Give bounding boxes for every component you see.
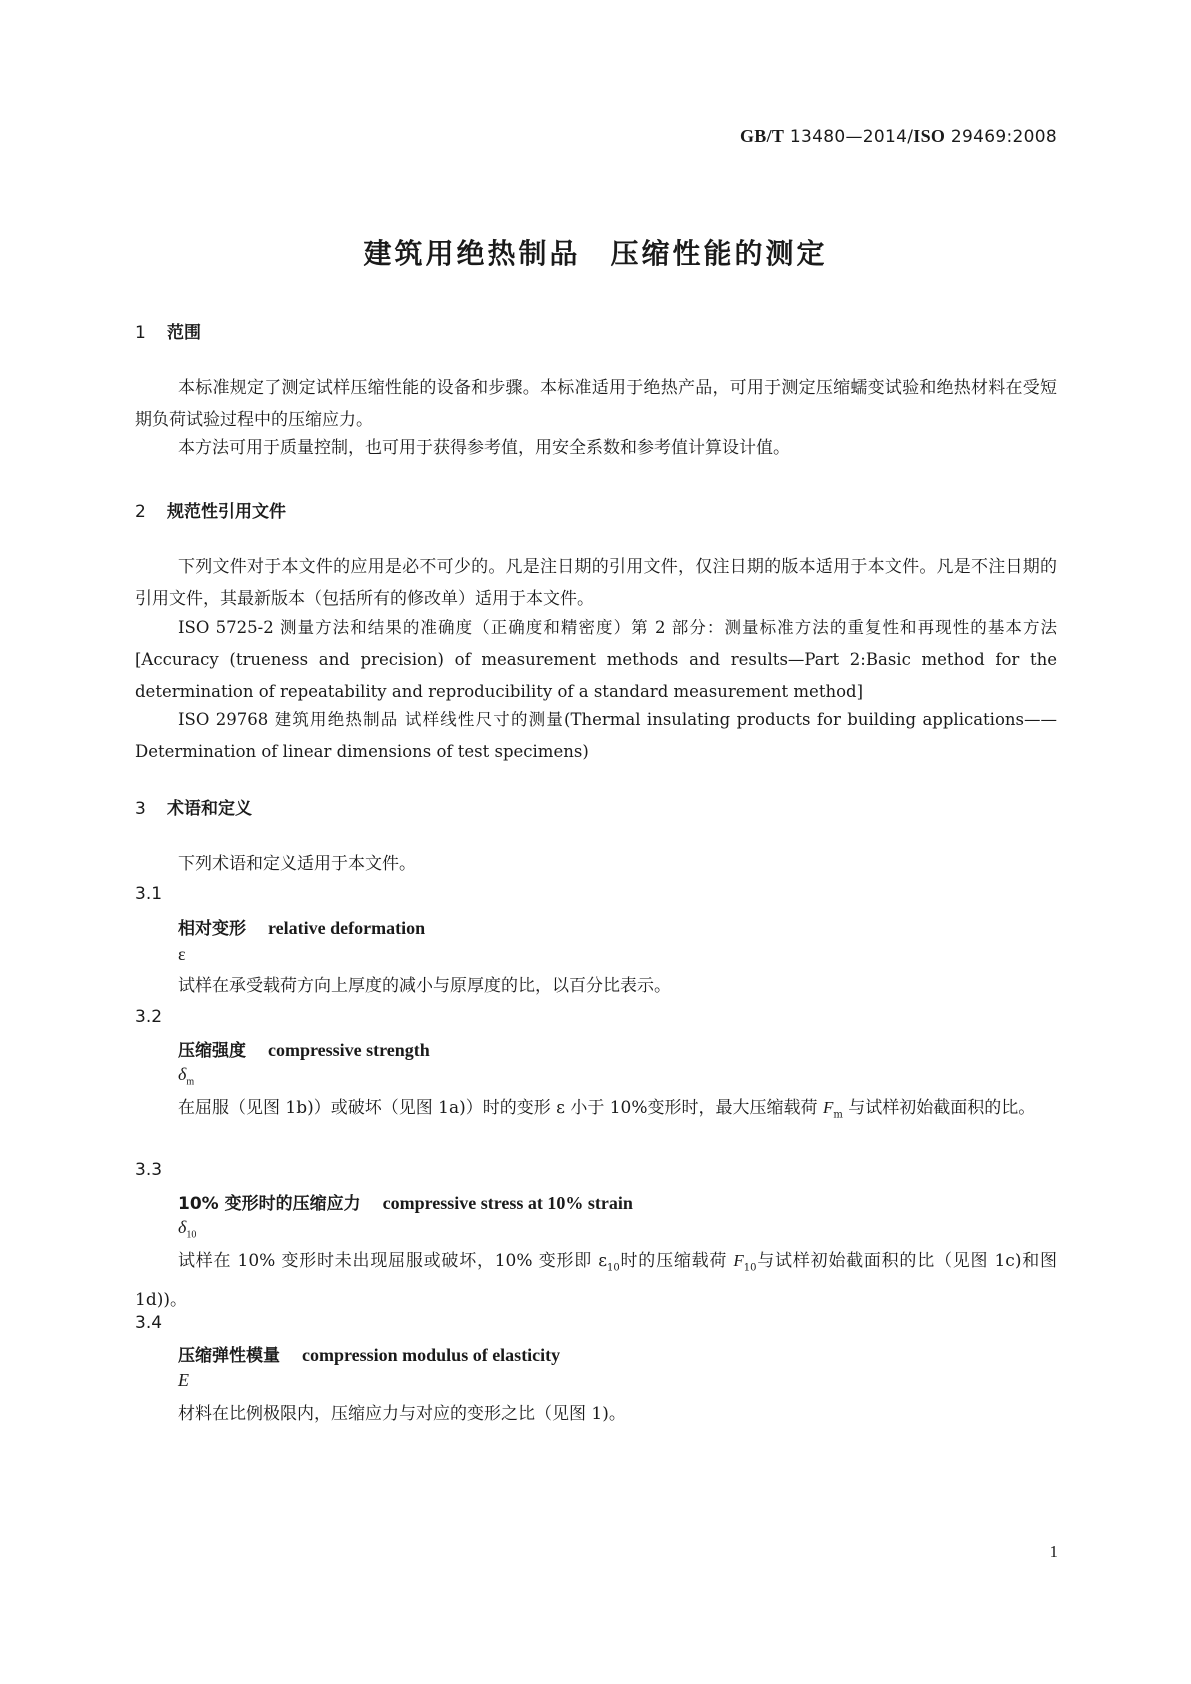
document-code: GB/T 13480—2014/ISO 29469:2008 — [740, 126, 1057, 147]
paragraph-scope-1: 本标准规定了测定试样压缩性能的设备和步骤。本标准适用于绝热产品，可用于测定压缩蠕变试验和绝热材料在受短期负荷试验过程中的压缩应力。 — [135, 378, 1057, 430]
clause-number-3-1: 3.1 — [135, 884, 163, 904]
term-compressive-strength: 压缩强度 compressive strength — [178, 1040, 430, 1061]
page-title: 建筑用绝热制品 压缩性能的测定 — [363, 237, 828, 270]
clause-number-3-4: 3.4 — [135, 1313, 163, 1333]
definition-compressive-strength: 在屈服（见图 1b)）或破坏（见图 1a)）时的变形 ε 小于 10%变形时，最大压缩载荷 $F_m$ 与试样初始截面积的比。 — [178, 1098, 1036, 1121]
term-compressive-stress-10: 10% 变形时的压缩应力 compressive stress at 10% strain — [178, 1193, 633, 1214]
definition-compression-modulus: 材料在比例极限内，压缩应力与对应的变形之比（见图 1)。 — [178, 1404, 626, 1424]
paragraph-references-intro: 下列文件对于本文件的应用是必不可少的。凡是注日期的引用文件，仅注日期的版本适用于本文件。凡是不注日期的引用文件，其最新版本（包括所有的修改单）适用于本文件。 — [135, 557, 1057, 609]
clause-number-3-3: 3.3 — [135, 1160, 163, 1180]
section-heading-scope: 1 范围 — [135, 323, 201, 343]
definition-relative-deformation: 试样在承受载荷方向上厚度的减小与原厚度的比，以百分比表示。 — [178, 976, 671, 996]
paragraph-scope-2: 本方法可用于质量控制，也可用于获得参考值，用安全系数和参考值计算设计值。 — [178, 438, 790, 458]
section-heading-normative-references: 2 规范性引用文件 — [135, 502, 286, 522]
definition-compressive-stress-10: 试样在 10% 变形时未出现屈服或破坏，10% 变形即 $\varepsilon_{10}$时的压缩载荷 $F_{10}$与试样初始截面积的比（见图 1c)和图 1d))。 — [135, 1251, 1057, 1311]
reference-iso-5725-2: ISO 5725-2 测量方法和结果的准确度（正确度和精密度）第 2 部分：测量标准方法的重复性和再现性的基本方法[Accuracy (trueness and precision) of measurement methods and results—Part 2:Basic method for the determination of repeatability and reproducibility of a standard measurement method] — [135, 618, 1057, 701]
clause-number-3-2: 3.2 — [135, 1007, 163, 1027]
page-number: 1 — [1049, 1542, 1058, 1561]
reference-iso-29768: ISO 29768 建筑用绝热制品 试样线性尺寸的测量(Thermal insulating products for building applications——Determination of linear dimensions of test specimens) — [135, 710, 1057, 761]
section-heading-terms: 3 术语和定义 — [135, 799, 252, 819]
symbol-epsilon: ε — [178, 944, 186, 964]
term-relative-deformation: 相对变形 relative deformation — [178, 918, 426, 939]
term-compression-modulus: 压缩弹性模量 compression modulus of elasticity — [178, 1345, 561, 1366]
symbol-e: E — [178, 1370, 189, 1390]
paragraph-terms-intro: 下列术语和定义适用于本文件。 — [178, 854, 416, 874]
symbol-delta-m: $\delta_m$ — [178, 1064, 195, 1088]
symbol-delta-10: $\delta_{10}$ — [178, 1217, 197, 1241]
